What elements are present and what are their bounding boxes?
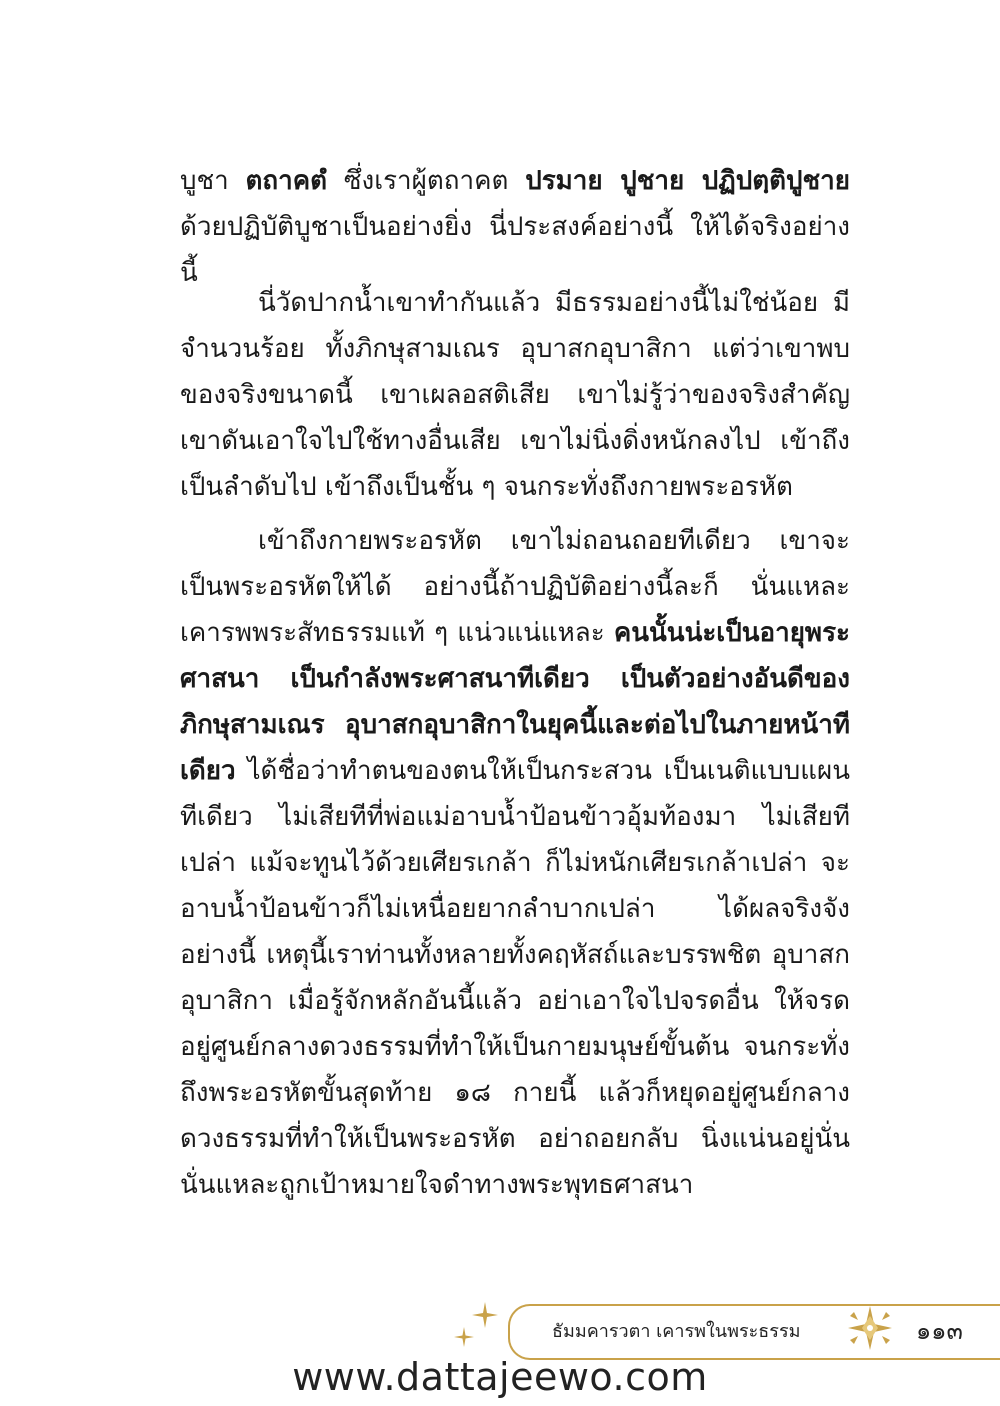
footer-title: ธัมมคารวตา เคารพในพระธรรม xyxy=(552,1321,801,1342)
paragraph-3 xyxy=(180,518,850,1208)
text-run: บูชา xyxy=(180,166,246,196)
text-run: เข้าถึงกายพระอรหัต เขาไม่ถอนถอยทีเดียว เขาจะเป็นพระอรหัตให้ได้ อย่างนี้ถ้าปฏิบัติอย่างนี้ละก็ นั่นแหละเคารพพระสัทธรรมแท้ ๆ แน่วแน่แหละ xyxy=(180,526,850,648)
bold-run: คนนั้นน่ะเป็นอายุพระศาสนา เป็นกำลังพระศาสนาทีเดียว เป็นตัวอย่างอันดีของภิกษุสามเณร อุบาสกอุบาสิกาในยุคนี้และต่อไปในภายหน้าทีเดียว xyxy=(180,618,850,786)
page-number: ๑๑๓ xyxy=(916,1317,963,1345)
text-run: ด้วยปฏิบัติบูชาเป็นอย่างยิ่ง นี่ประสงค์อย่างนี้ ให้ได้จริงอย่างนี้ xyxy=(180,212,850,288)
bold-run: ปรมาย ปูชาย ปฏิปตฺติปูชาย xyxy=(525,166,850,196)
flower-ornament-icon xyxy=(840,1302,900,1354)
sparkle-ornament-icon xyxy=(454,1327,474,1347)
website-url: www.dattajeewo.com xyxy=(292,1355,708,1399)
text-run: ได้ชื่อว่าทำตนของตนให้เป็นกระสวน เป็นเนติแบบแผนทีเดียว ไม่เสียทีที่พ่อแม่อาบน้ำป้อนข้าวอุ้มท้องมา ไม่เสียทีเปล่า แม้จะทูนไว้ด้วยเศียรเกล้า ก็ไม่หนักเศียรเกล้าเปล่า จะอาบน้ำป้อนข้าวก็ไม่เหนื่อยยากลำบากเปล่า ได้ผลจริงจังอย่างนี้ เหตุนี้เราท่านทั้งหลายทั้งคฤหัสถ์และบรรพชิต อุบาสกอุบาสิกา เมื่อรู้จักหลักอันนี้แล้ว อย่าเอาใจไปจรดอื่น ให้จรดอยู่ศูนย์กลางดวงธรรมที่ทำให้เป็นกายมนุษย์ขั้นต้น จนกระทั่งถึงพระอรหัตขั้นสุดท้าย ๑๘ กายนี้ แล้วก็หยุดอยู่ศูนย์กลางดวงธรรมที่ทำให้เป็นพระอรหัต อย่าถอยกลับ นิ่งแน่นอยู่นั่น นั่นแหละถูกเป้าหมายใจดำทางพระพุทธศาสนา xyxy=(180,756,850,1200)
bold-run: ตถาคตํ xyxy=(245,166,328,196)
paragraph-2 xyxy=(180,280,850,510)
text-run: ซึ่งเราผู้ตถาคต xyxy=(327,166,526,196)
paragraph-1 xyxy=(180,158,850,296)
sparkle-ornament-icon xyxy=(472,1302,498,1328)
paragraph-2-text: นี่วัดปากน้ำเขาทำกันแล้ว มีธรรมอย่างนี้ไม่ใช่น้อย มีจำนวนร้อย ทั้งภิกษุสามเณร อุบาสกอุบาสิกา แต่ว่าเขาพบของจริงขนาดนี้ เขาเผลอสติเสีย เขาไม่รู้ว่าของจริงสำคัญ เขาดันเอาใจไปใช้ทางอื่นเสีย เขาไม่นิ่งดิ่งหนักลงไป เข้าถึงเป็นลำดับไป เข้าถึงเป็นชั้น ๆ จนกระทั่งถึงกายพระอรหัต xyxy=(180,288,850,502)
